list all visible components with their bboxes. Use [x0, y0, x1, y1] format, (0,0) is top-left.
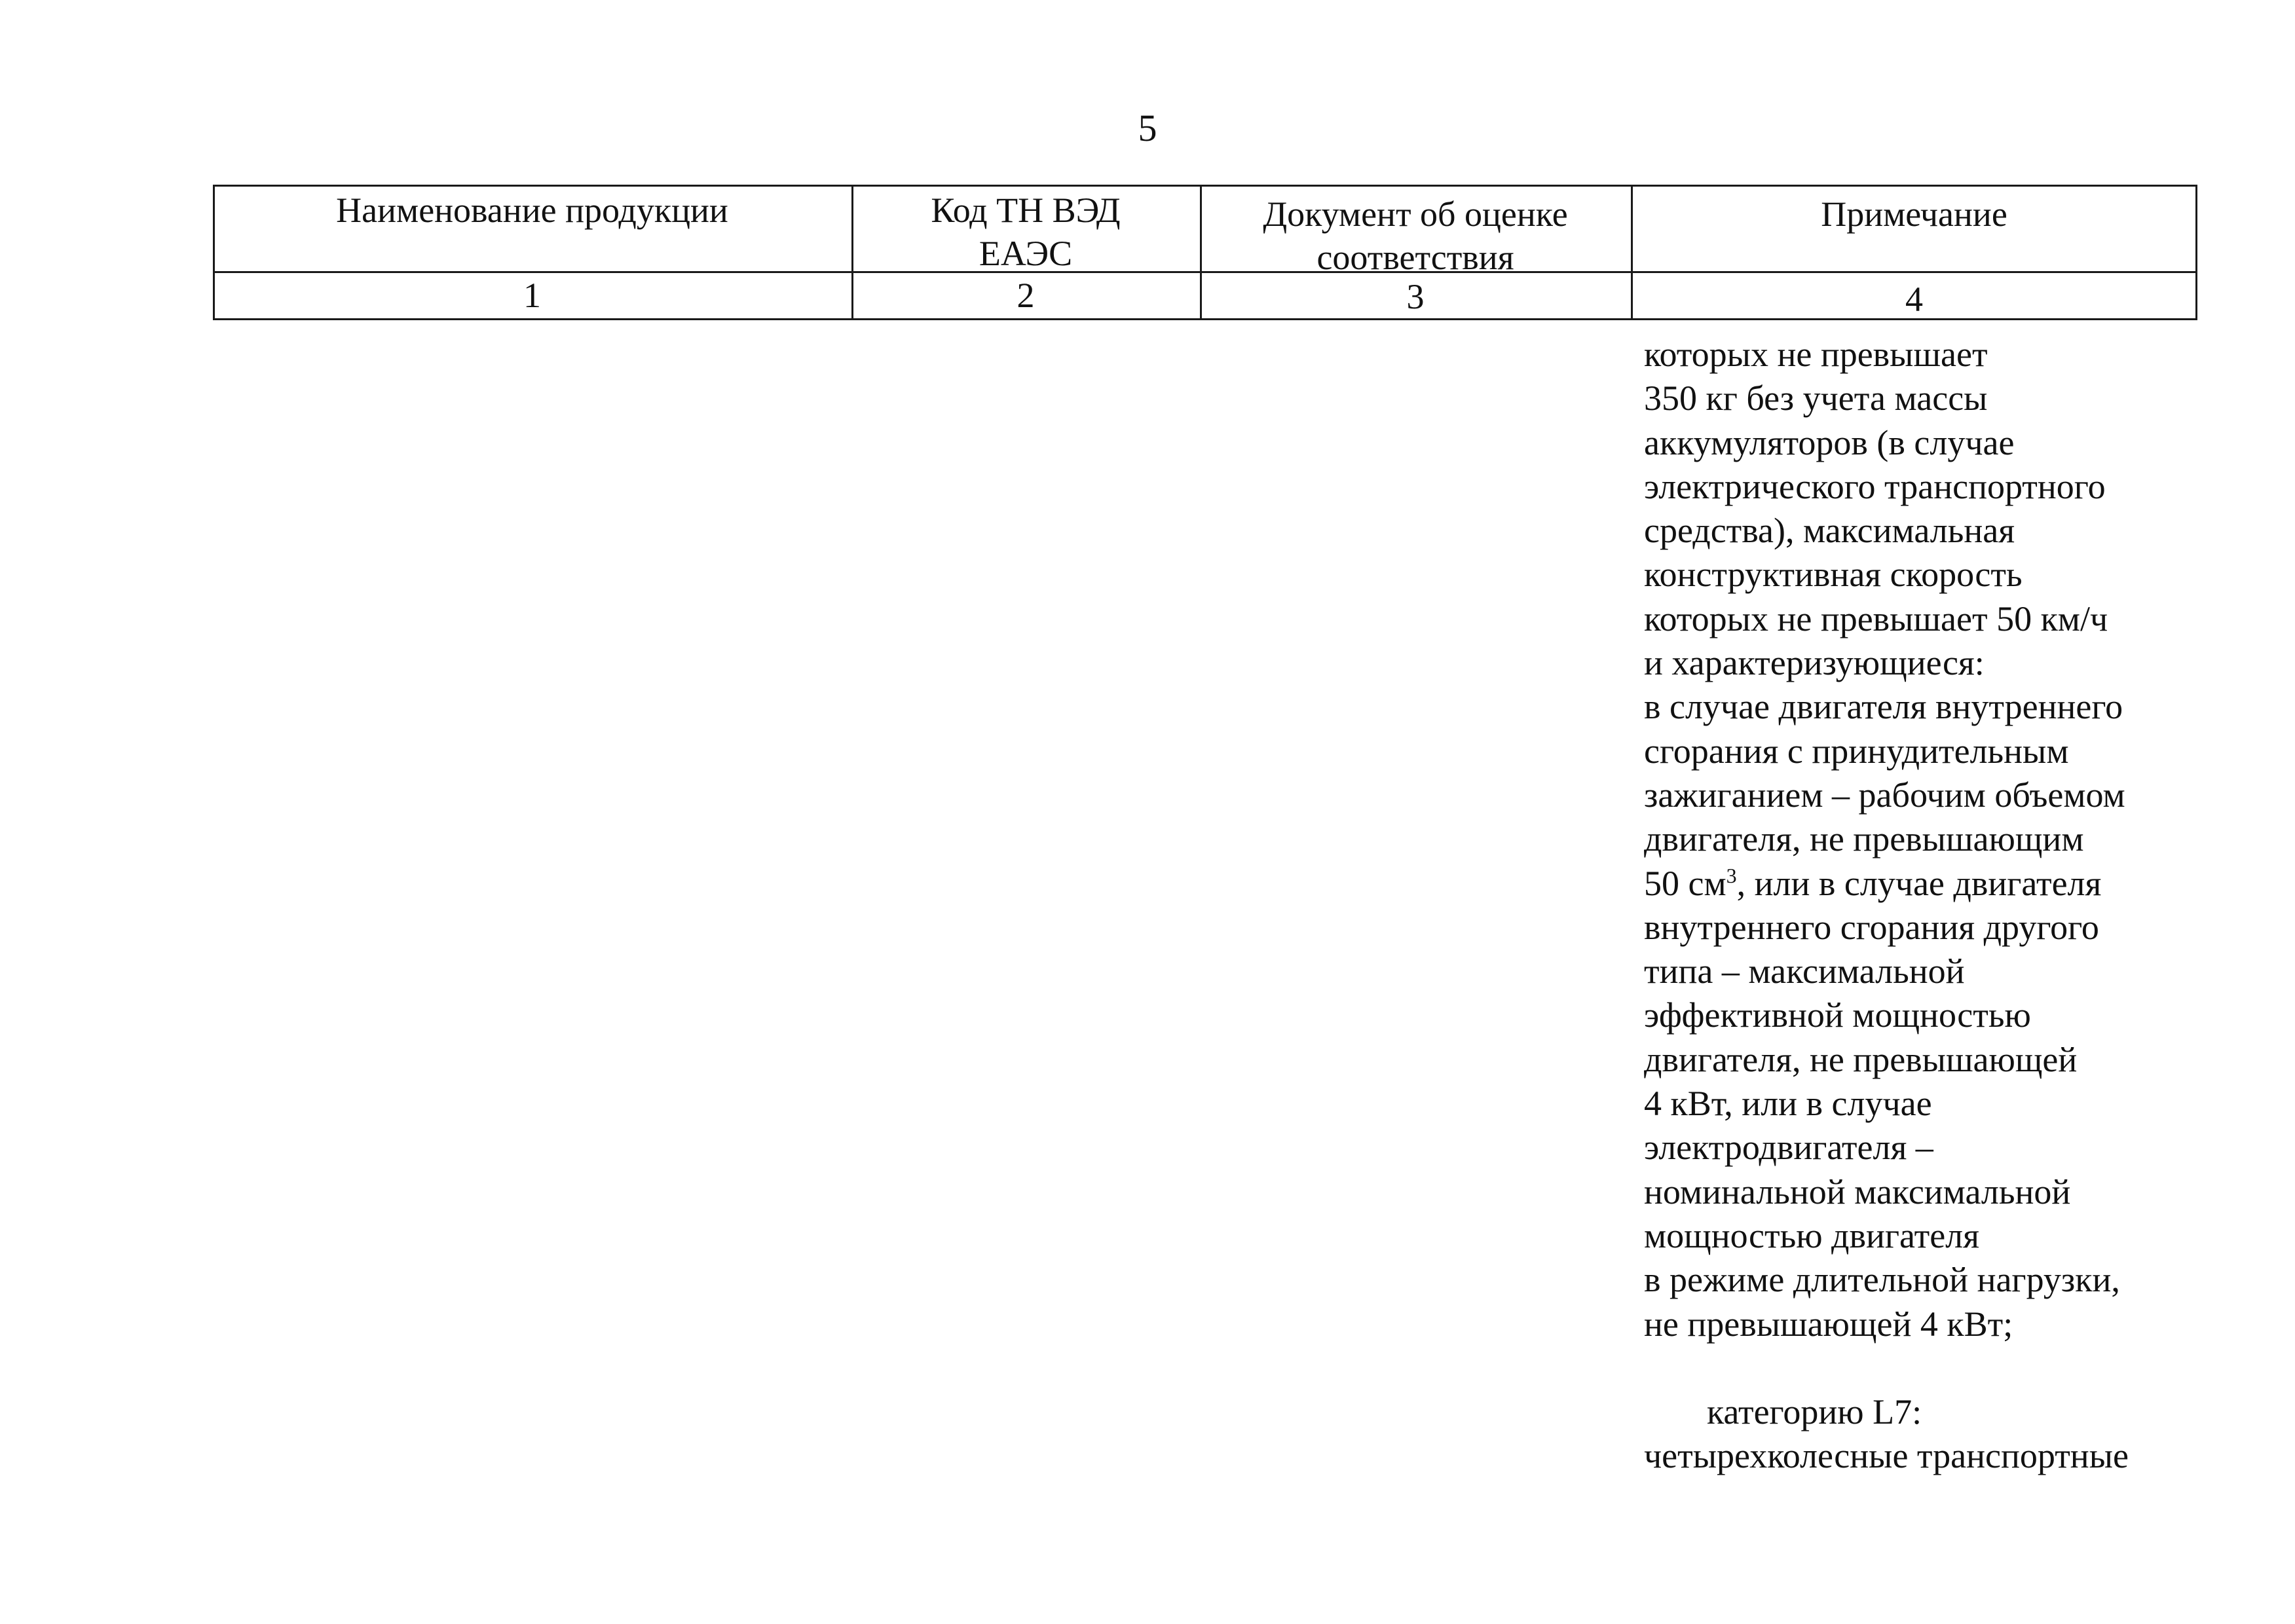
note-line: аккумуляторов (в случае: [1644, 422, 2015, 462]
note-line: типа – максимальной: [1644, 951, 1965, 991]
note-line: в режиме длительной нагрузки,: [1644, 1260, 2120, 1300]
note-line: которых не превышает 50 км/ч: [1644, 599, 2108, 638]
note-line: мощностью двигателя: [1644, 1215, 1979, 1255]
note-line: 4 кВт, или в случае: [1644, 1084, 1932, 1124]
category-heading: категорию L7:: [1707, 1392, 1922, 1431]
note-line: в случае двигателя внутреннего: [1644, 687, 2123, 727]
note-line: номинальной максимальной: [1644, 1172, 2071, 1211]
header-conformity-document: Документ об оценке соответствия: [1263, 194, 1568, 277]
column-number-3: 3: [1406, 277, 1425, 316]
note-line: внутреннего сгорания другого: [1644, 907, 2099, 947]
note-line: зажиганием – рабочим объемом: [1644, 775, 2125, 815]
note-text: [1644, 333, 2194, 1478]
table-top-border: [213, 185, 2197, 187]
note-line: двигателя, не превышающей: [1644, 1039, 2078, 1079]
column-number-4: 4: [1905, 280, 1923, 319]
note-line: электрического транспортного: [1644, 466, 2106, 506]
volume-suffix: , или в случае двигателя: [1736, 863, 2102, 903]
note-line: средства), максимальная: [1644, 511, 2015, 551]
note-line: и характеризующиеся:: [1644, 643, 1985, 683]
header-tnved-code: Код ТН ВЭД ЕАЭС: [931, 191, 1121, 273]
note-line: которых не превышает: [1644, 335, 1988, 374]
volume-prefix: 50 см: [1644, 863, 1726, 903]
column-number-1: 1: [523, 276, 541, 315]
paragraph-gap: [1644, 1346, 2194, 1390]
note-line: двигателя, не превышающим: [1644, 819, 2084, 859]
note-line: конструктивная скорость: [1644, 555, 2023, 595]
note-line: 350 кг без учета массы: [1644, 378, 1988, 418]
note-line: четырехколесные транспортные: [1644, 1436, 2129, 1476]
note-line: не превышающей 4 кВт;: [1644, 1304, 2013, 1344]
note-line: сгорания с принудительным: [1644, 731, 2069, 771]
note-line: электродвигателя –: [1644, 1128, 1933, 1168]
column-number-2: 2: [1017, 276, 1035, 315]
header-product-name: Наименование продукции: [336, 191, 728, 230]
superscript-3: 3: [1726, 863, 1737, 887]
header-note: Примечание: [1821, 194, 2007, 234]
table-header: [213, 185, 2197, 329]
page-number: 5: [1138, 107, 1157, 149]
note-line: эффективной мощностью: [1644, 995, 2031, 1035]
note-line-volume: [1644, 862, 2194, 906]
